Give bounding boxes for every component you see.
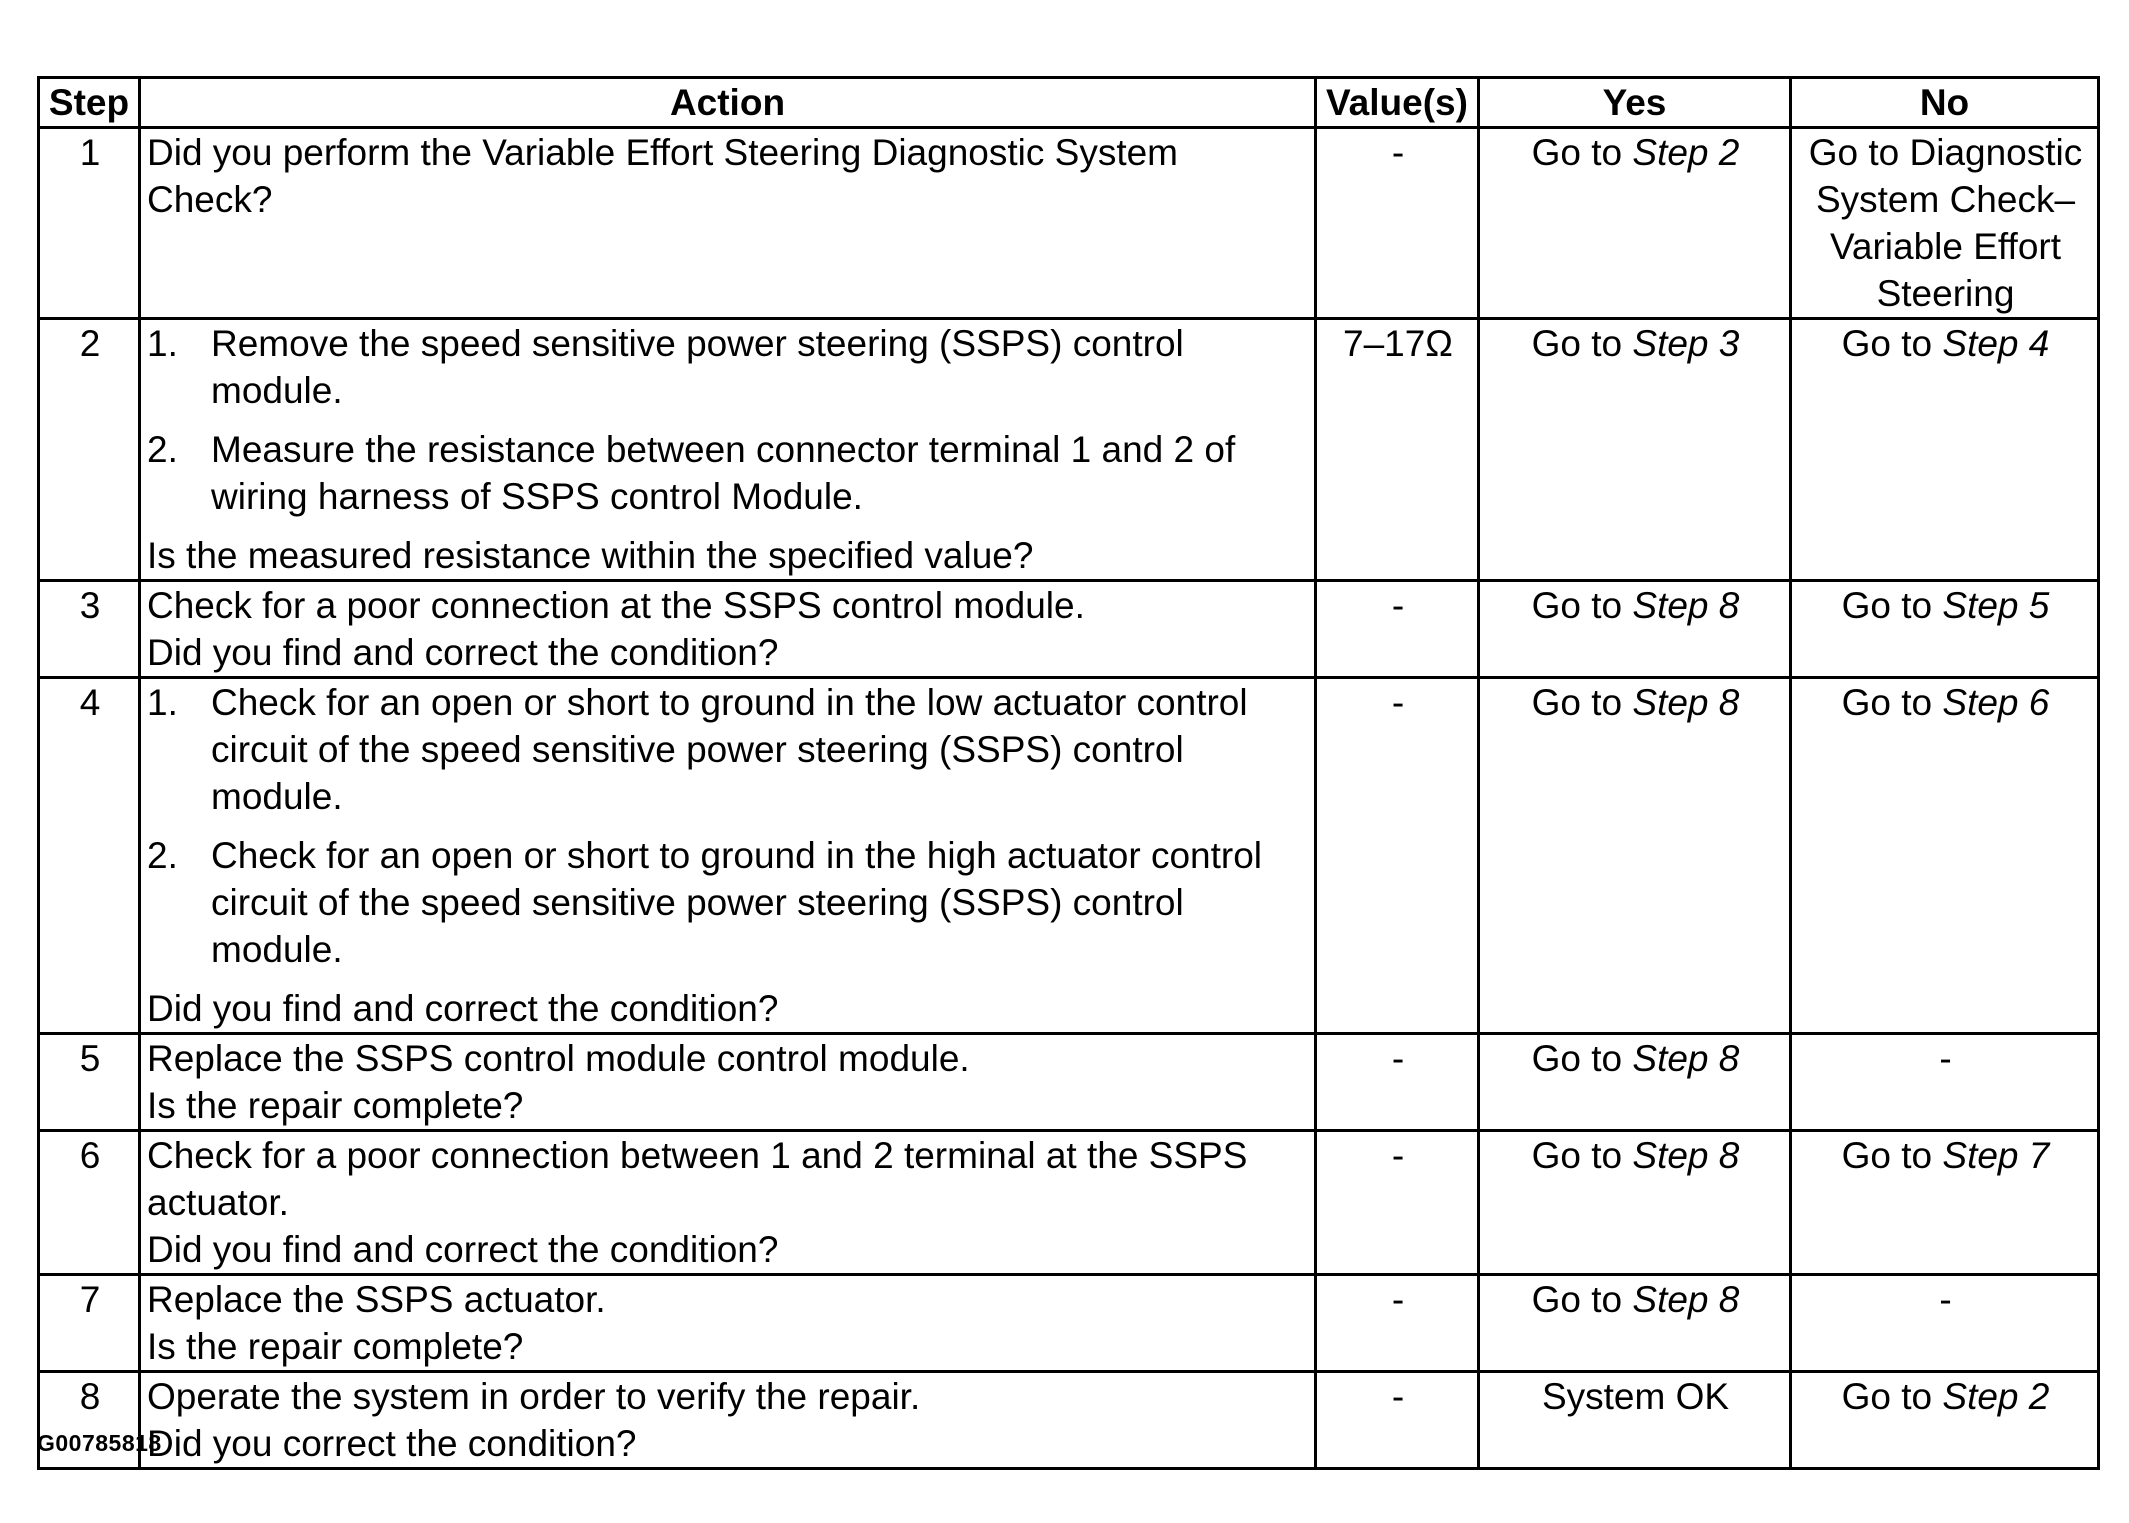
action-line: Did you correct the condition? bbox=[147, 1423, 637, 1464]
no-cell-text: Go to bbox=[1841, 1376, 1933, 1417]
value-cell: - bbox=[1316, 581, 1479, 678]
action-substep bbox=[147, 320, 1310, 414]
yes-cell bbox=[1479, 1131, 1791, 1275]
table-row bbox=[39, 581, 2099, 678]
yes-cell-text: Go to bbox=[1531, 1135, 1623, 1176]
action-cell bbox=[140, 128, 1316, 319]
step-number: 5 bbox=[39, 1034, 140, 1131]
action-cell bbox=[140, 319, 1316, 581]
value-cell: - bbox=[1316, 678, 1479, 1034]
action-cell bbox=[140, 1131, 1316, 1275]
action-line: Replace the SSPS actuator. bbox=[147, 1279, 606, 1320]
no-cell-step-link: Step 2 bbox=[1942, 1376, 2050, 1417]
substep-number: 1. bbox=[147, 682, 178, 723]
step-number: 7 bbox=[39, 1275, 140, 1372]
header-row bbox=[39, 78, 2099, 128]
no-cell-text: Go to bbox=[1841, 682, 1933, 723]
no-cell bbox=[1791, 319, 2099, 581]
yes-cell-step-link: Step 8 bbox=[1632, 1038, 1740, 1079]
no-cell-text: Go to bbox=[1841, 1135, 1933, 1176]
yes-cell-text: System OK bbox=[1541, 1376, 1730, 1417]
action-cell bbox=[140, 1275, 1316, 1372]
no-cell bbox=[1791, 128, 2099, 319]
value-cell: - bbox=[1316, 1275, 1479, 1372]
substep-number: 2. bbox=[147, 429, 178, 470]
action-line: Did you find and correct the condition? bbox=[147, 988, 779, 1029]
yes-cell-text: Go to bbox=[1531, 585, 1623, 626]
step-number: 4 bbox=[39, 678, 140, 1034]
yes-cell-text: Go to bbox=[1531, 1279, 1623, 1320]
yes-cell-step-link: Step 2 bbox=[1632, 132, 1740, 173]
header-step: Step bbox=[39, 78, 140, 128]
action-substep bbox=[147, 679, 1310, 820]
yes-cell bbox=[1479, 319, 1791, 581]
substep-number: 1. bbox=[147, 323, 178, 364]
yes-cell-text: Go to bbox=[1531, 1038, 1623, 1079]
step-number: 3 bbox=[39, 581, 140, 678]
substep-text: Remove the speed sensitive power steering (SSPS) control module. bbox=[211, 323, 1184, 411]
value-cell: - bbox=[1316, 1034, 1479, 1131]
action-line: Is the measured resistance within the specified value? bbox=[147, 535, 1034, 576]
action-cell bbox=[140, 678, 1316, 1034]
yes-cell-step-link: Step 8 bbox=[1632, 585, 1740, 626]
value-cell: - bbox=[1316, 128, 1479, 319]
yes-cell-step-link: Step 8 bbox=[1632, 1135, 1740, 1176]
diagnostic-table bbox=[37, 76, 2100, 1470]
header-no: No bbox=[1791, 78, 2099, 128]
header-values: Value(s) bbox=[1316, 78, 1479, 128]
header-action: Action bbox=[140, 78, 1316, 128]
yes-cell-step-link: Step 3 bbox=[1632, 323, 1740, 364]
substep-text: Check for an open or short to ground in the low actuator control circuit of the speed sensitive power steering (SSPS) control module. bbox=[211, 682, 1248, 817]
substep-number: 2. bbox=[147, 835, 178, 876]
step-number: 6 bbox=[39, 1131, 140, 1275]
yes-cell bbox=[1479, 678, 1791, 1034]
table-row bbox=[39, 1275, 2099, 1372]
figure-id: G00785818 bbox=[37, 1430, 162, 1456]
action-substep bbox=[147, 832, 1310, 973]
no-cell bbox=[1791, 1131, 2099, 1275]
no-cell bbox=[1791, 1034, 2099, 1131]
action-cell bbox=[140, 1372, 1316, 1469]
step-number: 2 bbox=[39, 319, 140, 581]
action-line: Did you find and correct the condition? bbox=[147, 1229, 779, 1270]
yes-cell bbox=[1479, 1275, 1791, 1372]
table-row bbox=[39, 1034, 2099, 1131]
table-row bbox=[39, 128, 2099, 319]
action-line: Check for a poor connection between 1 and 2 terminal at the SSPS actuator. bbox=[147, 1135, 1248, 1223]
no-cell-text: - bbox=[1939, 1038, 1952, 1079]
no-cell-text: Go to bbox=[1841, 323, 1933, 364]
yes-cell bbox=[1479, 1034, 1791, 1131]
action-line: Replace the SSPS control module control module. bbox=[147, 1038, 970, 1079]
header-yes: Yes bbox=[1479, 78, 1791, 128]
no-cell-text: Go to bbox=[1841, 585, 1933, 626]
action-line: Is the repair complete? bbox=[147, 1085, 524, 1126]
yes-cell-step-link: Step 8 bbox=[1632, 682, 1740, 723]
no-cell-step-link: Step 5 bbox=[1942, 585, 2050, 626]
no-cell bbox=[1791, 678, 2099, 1034]
action-cell bbox=[140, 581, 1316, 678]
table-row bbox=[39, 678, 2099, 1034]
table-row bbox=[39, 1372, 2099, 1469]
table-row bbox=[39, 319, 2099, 581]
action-cell bbox=[140, 1034, 1316, 1131]
substep-text: Check for an open or short to ground in the high actuator control circuit of the speed sensitive power steering (SSPS) control module. bbox=[211, 835, 1263, 970]
no-cell-text: Go to Diagnostic System Check– Variable Effort Steering bbox=[1808, 132, 2083, 314]
action-line: Did you perform the Variable Effort Steering Diagnostic System Check? bbox=[147, 132, 1178, 220]
no-cell-step-link: Step 7 bbox=[1942, 1135, 2050, 1176]
no-cell bbox=[1791, 1275, 2099, 1372]
yes-cell bbox=[1479, 581, 1791, 678]
action-line: Check for a poor connection at the SSPS control module. bbox=[147, 585, 1085, 626]
substep-text: Measure the resistance between connector terminal 1 and 2 of wiring harness of SSPS control Module. bbox=[211, 429, 1236, 517]
yes-cell bbox=[1479, 128, 1791, 319]
yes-cell-text: Go to bbox=[1531, 323, 1623, 364]
action-line: Operate the system in order to verify the repair. bbox=[147, 1376, 921, 1417]
table-body bbox=[39, 128, 2099, 1469]
no-cell bbox=[1791, 581, 2099, 678]
action-line: Is the repair complete? bbox=[147, 1326, 524, 1367]
yes-cell-text: Go to bbox=[1531, 132, 1623, 173]
step-number: 1 bbox=[39, 128, 140, 319]
yes-cell bbox=[1479, 1372, 1791, 1469]
action-substep bbox=[147, 426, 1310, 520]
yes-cell-step-link: Step 8 bbox=[1632, 1279, 1740, 1320]
action-line: Did you find and correct the condition? bbox=[147, 632, 779, 673]
value-cell: - bbox=[1316, 1372, 1479, 1469]
yes-cell-text: Go to bbox=[1531, 682, 1623, 723]
no-cell bbox=[1791, 1372, 2099, 1469]
table-row bbox=[39, 1131, 2099, 1275]
no-cell-text: - bbox=[1939, 1279, 1952, 1320]
no-cell-step-link: Step 4 bbox=[1942, 323, 2050, 364]
step-number: 8 bbox=[39, 1372, 140, 1469]
no-cell-step-link: Step 6 bbox=[1942, 682, 2050, 723]
value-cell: 7–17Ω bbox=[1316, 319, 1479, 581]
value-cell: - bbox=[1316, 1131, 1479, 1275]
